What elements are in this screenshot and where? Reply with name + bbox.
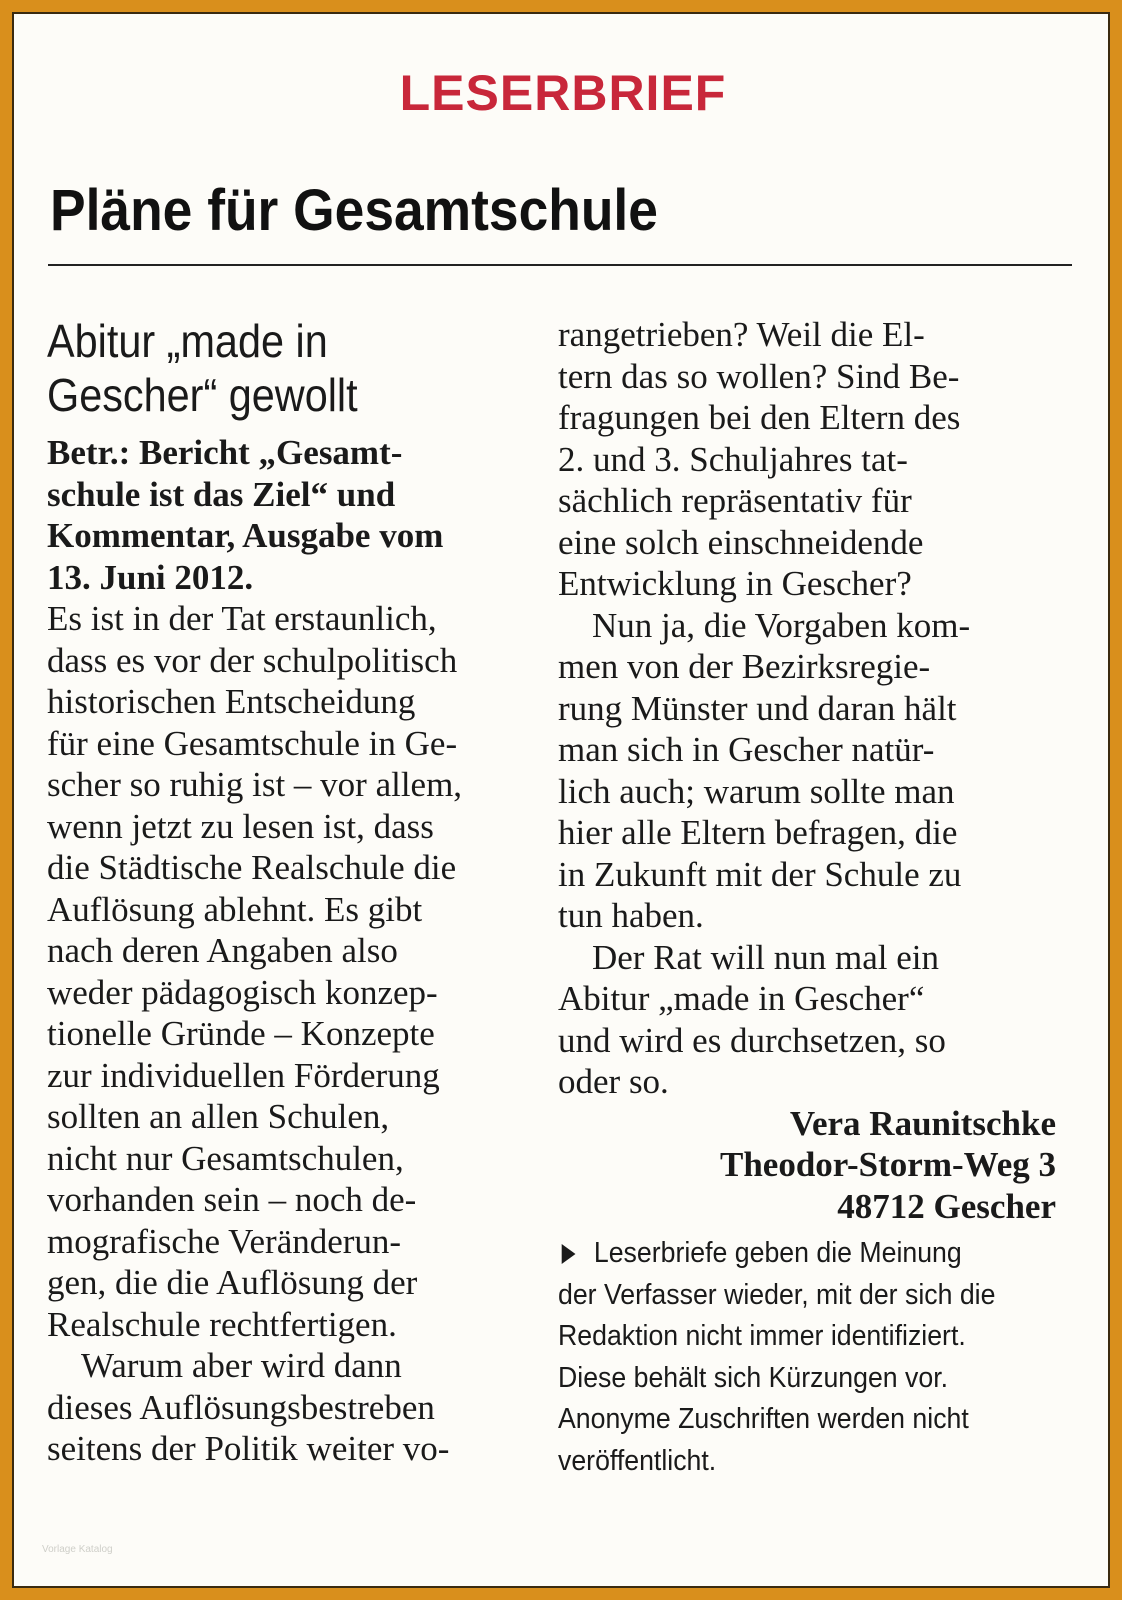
text-line: mografische Veränderun-: [47, 1221, 402, 1261]
text-line: Auflösung ablehnt. Es gibt: [47, 889, 423, 929]
text-line: tionelle Gründe – Konzepte: [47, 1014, 435, 1053]
column-left: [47, 314, 537, 1470]
reference-line: 13. Juni 2012.: [47, 557, 254, 597]
text-line: Nun ja, die Vorgaben kom-: [592, 605, 971, 645]
text-line: Warum aber wird dann: [81, 1346, 402, 1385]
text-line: tun haben.: [558, 896, 704, 935]
reference-block: [47, 432, 537, 598]
note-line: der Verfasser wieder, mit der sich die: [558, 1278, 996, 1311]
author-city: 48712 Gescher: [837, 1186, 1056, 1226]
author-name: Vera Raunitschke: [789, 1103, 1056, 1143]
note-line: veröffentlicht.: [558, 1444, 717, 1477]
text-line: 2. und 3. Schuljahres tat-: [558, 439, 908, 479]
text-line: seitens der Politik weiter vo-: [47, 1429, 450, 1468]
triangle-bullet-icon: [562, 1244, 576, 1264]
paragraph: [558, 605, 1058, 937]
text-line: Abitur „made in Gescher“: [558, 979, 925, 1018]
text-line: dieses Auflösungsbestreben: [47, 1387, 435, 1427]
author-street: Theodor-Storm-Weg 3: [719, 1145, 1056, 1184]
text-line: vorhanden sein – noch de-: [47, 1180, 417, 1219]
text-line: nach deren Angaben also: [47, 931, 398, 970]
note-text: Leserbriefe geben die Meinung: [593, 1237, 962, 1269]
text-line: Es ist in der Tat erstaunlich,: [47, 599, 437, 638]
paragraph: [47, 598, 537, 1345]
text-line: zur individuellen Förderung: [47, 1055, 440, 1095]
newspaper-clipping: [12, 12, 1110, 1588]
text-line: eine solch einschneidende: [558, 522, 924, 562]
text-line: fragungen bei den Eltern des: [558, 398, 961, 437]
column-right: [558, 314, 1058, 1482]
text-line: die Städtische Realschule die: [47, 848, 457, 887]
text-line: man sich in Gescher natür-: [558, 730, 935, 769]
text-line: scher so ruhig ist – vor allem,: [47, 765, 463, 804]
text-line: nicht nur Gesamtschulen,: [47, 1138, 404, 1178]
text-line: in Zukunft mit der Schule zu: [558, 854, 962, 894]
text-line: gen, die die Auflösung der: [47, 1263, 418, 1302]
text-line: und wird es durchsetzen, so: [558, 1020, 946, 1060]
text-line: men von der Bezirksregie-: [558, 647, 931, 686]
note-line: Anonyme Zuschriften werden nicht: [558, 1403, 969, 1435]
text-line: Entwicklung in Gescher?: [558, 564, 912, 603]
watermark: Vorlage Katalog: [42, 1544, 113, 1555]
reference-line: Kommentar, Ausgabe vom: [47, 516, 444, 555]
text-line: sächlich repräsentativ für: [558, 481, 912, 520]
text-line: sollten an allen Schulen,: [47, 1097, 390, 1136]
reference-line: Betr.: Bericht „Gesamt-: [47, 433, 403, 472]
text-line: hier alle Eltern befragen, die: [558, 813, 958, 852]
paragraph: [47, 1345, 537, 1470]
paragraph: [558, 937, 1058, 1103]
text-line: weder pädagogisch konzep-: [47, 972, 438, 1012]
text-line: für eine Gesamtschule in Ge-: [47, 723, 458, 763]
section-kicker: LESERBRIEF: [399, 65, 727, 121]
text-line: historischen Entscheidung: [47, 682, 416, 721]
signature-block: [558, 1103, 1058, 1228]
paragraph: [558, 314, 1058, 605]
text-line: wenn jetzt zu lesen ist, dass: [47, 806, 434, 846]
text-line: dass es vor der schulpolitisch: [47, 640, 458, 680]
subhead-line: Abitur „made in: [47, 315, 328, 367]
text-line: Der Rat will nun mal ein: [592, 937, 940, 977]
note-line: [558, 1233, 1018, 1275]
letter-subhead: [47, 314, 488, 422]
note-line: Diese behält sich Kürzungen vor.: [558, 1361, 949, 1394]
text-line: rung Münster und daran hält: [558, 688, 957, 728]
note-line: Redaktion nicht immer identifiziert.: [558, 1320, 966, 1352]
text-line: rangetrieben? Weil die El-: [558, 315, 925, 354]
subhead-line: Gescher“ gewollt: [47, 369, 358, 421]
text-line: oder so.: [558, 1062, 669, 1101]
text-line: tern das so wollen? Sind Be-: [558, 356, 960, 396]
page-title: Pläne für Gesamtschule: [50, 178, 658, 243]
reference-line: schule ist das Ziel“ und: [47, 474, 396, 514]
divider: [48, 264, 1072, 266]
text-line: lich auch; warum sollte man: [558, 771, 955, 811]
editorial-note: [558, 1233, 1018, 1482]
text-line: Realschule rechtfertigen.: [47, 1304, 397, 1344]
